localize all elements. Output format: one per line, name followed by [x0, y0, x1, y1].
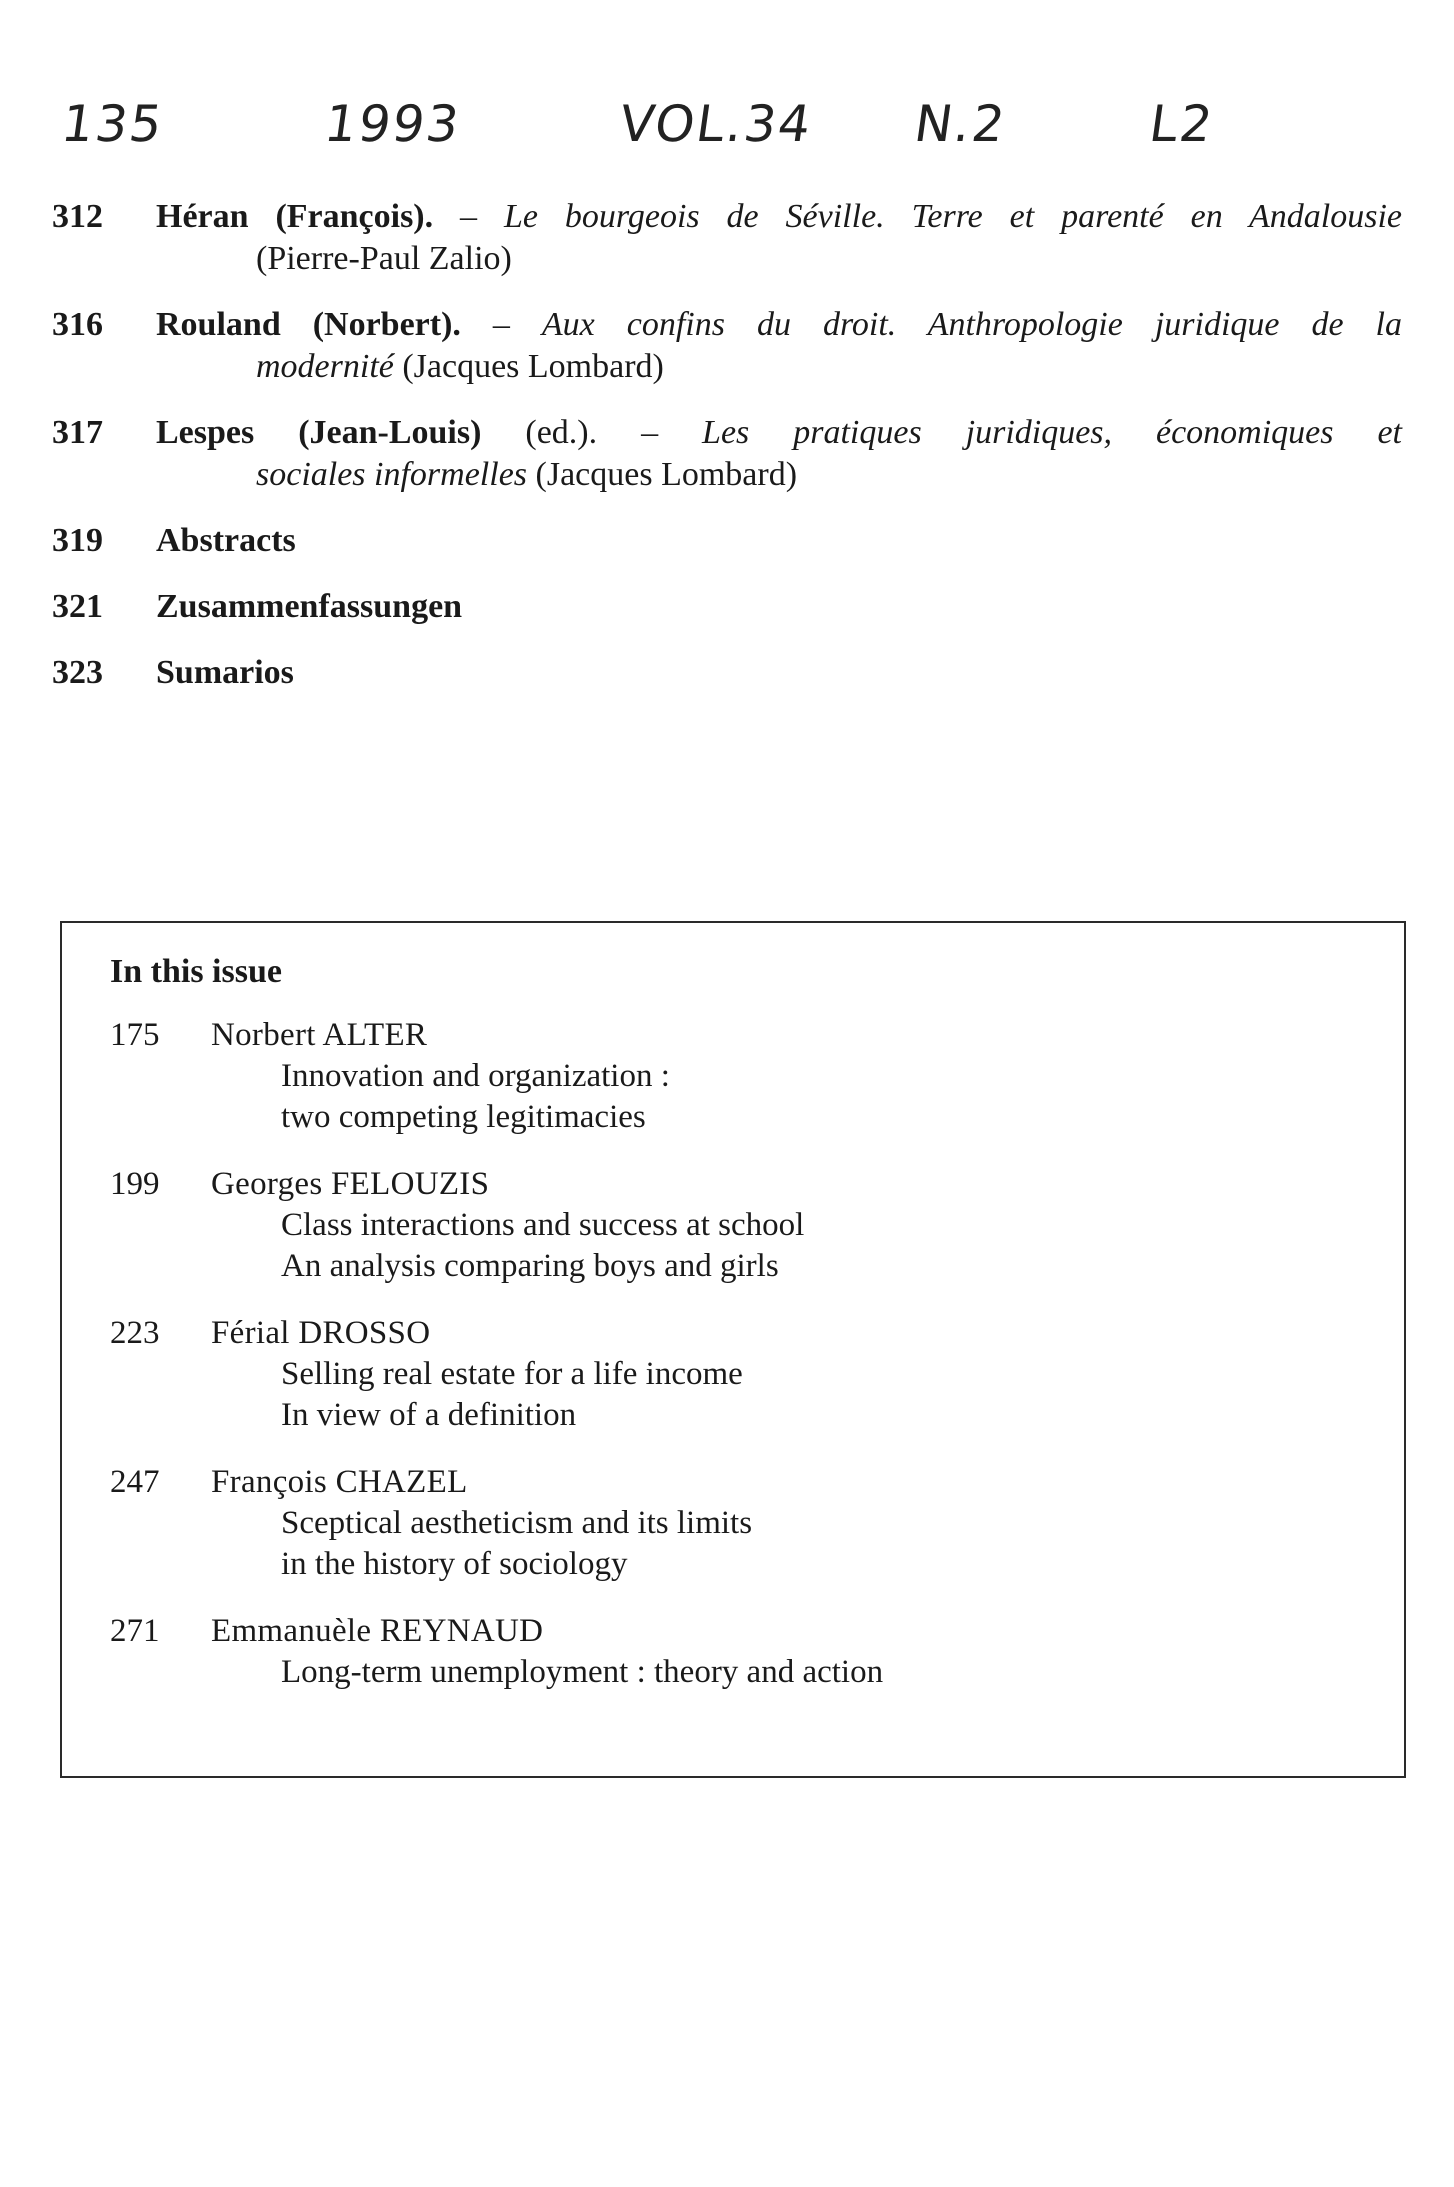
dash: – — [433, 198, 504, 235]
review-title: Les pratiques juridiques, économiques et — [702, 414, 1402, 451]
table-of-contents — [52, 196, 1402, 718]
article-entry — [110, 1611, 1310, 1693]
review-title: Le bourgeois de Séville. Terre et parenté en Andalousie — [503, 198, 1403, 235]
section-label: Abstracts — [156, 522, 296, 559]
dash: – — [460, 306, 542, 343]
review-author: Héran (François). — [156, 198, 434, 235]
handwritten-note: 135 — [57, 95, 168, 153]
section-entry — [52, 586, 1402, 628]
page-number: 323 — [52, 654, 103, 691]
article-list — [110, 1015, 1310, 1719]
article-title-line: Selling real estate for a life income — [281, 1356, 743, 1392]
page-number: 199 — [110, 1166, 160, 1202]
handwritten-note: 1993 — [320, 95, 465, 153]
article-title-line: Long-term unemployment : theory and action — [281, 1654, 884, 1690]
reviewer-name: (Jacques Lombard) — [402, 348, 664, 385]
article-author: Férial DROSSO — [211, 1315, 431, 1351]
page-number: 317 — [52, 414, 103, 451]
page-number: 312 — [52, 198, 103, 235]
review-title: Aux confins du droit. Anthropologie juridique de la — [541, 306, 1402, 343]
page-number: 271 — [110, 1613, 160, 1649]
article-entry — [110, 1313, 1310, 1436]
box-title: In this issue — [110, 953, 282, 990]
review-title-continued: sociales informelles — [256, 456, 528, 493]
in-this-issue-box — [60, 921, 1406, 1778]
article-title-line: In view of a definition — [281, 1397, 577, 1433]
review-entry — [52, 304, 1402, 388]
article-title-line: two competing legitimacies — [281, 1099, 646, 1135]
section-entry — [52, 652, 1402, 694]
review-entry — [52, 412, 1402, 496]
article-author: François CHAZEL — [211, 1464, 468, 1500]
article-author: Emmanuèle REYNAUD — [211, 1613, 544, 1649]
page-number: 319 — [52, 522, 103, 559]
review-title-continued: modernité — [256, 348, 394, 385]
review-author: Rouland (Norbert). — [156, 306, 461, 343]
article-entry — [110, 1164, 1310, 1287]
reviewer-name: (Jacques Lombard) — [535, 456, 798, 493]
article-title-line: Innovation and organization : — [281, 1058, 670, 1094]
article-author: Georges FELOUZIS — [211, 1166, 490, 1202]
article-author: Norbert ALTER — [211, 1017, 428, 1053]
page-number: 316 — [52, 306, 103, 343]
dash: – — [597, 414, 703, 451]
section-label: Sumarios — [156, 654, 294, 691]
review-entry — [52, 196, 1402, 280]
article-title-line: Sceptical aestheticism and its limits — [281, 1505, 753, 1541]
article-entry — [110, 1462, 1310, 1585]
review-author: Lespes (Jean-Louis) — [156, 414, 482, 451]
article-title-line: in the history of sociology — [281, 1546, 628, 1582]
article-title-line: An analysis comparing boys and girls — [281, 1248, 779, 1284]
article-title-line: Class interactions and success at school — [281, 1207, 805, 1243]
handwritten-annotations — [0, 95, 1454, 175]
section-label: Zusammenfassungen — [156, 588, 463, 625]
handwritten-note: VOL.34 — [615, 95, 817, 153]
page-number: 247 — [110, 1464, 160, 1500]
article-entry — [110, 1015, 1310, 1138]
reviewer-name: (Pierre-Paul Zalio) — [256, 240, 512, 277]
page-number: 223 — [110, 1315, 160, 1351]
handwritten-note: N.2 — [910, 95, 1011, 153]
editor-note: (ed.). — [481, 414, 598, 451]
page-number: 175 — [110, 1017, 160, 1053]
section-entry — [52, 520, 1402, 562]
page-number: 321 — [52, 588, 103, 625]
handwritten-note: L2 — [1145, 95, 1218, 153]
